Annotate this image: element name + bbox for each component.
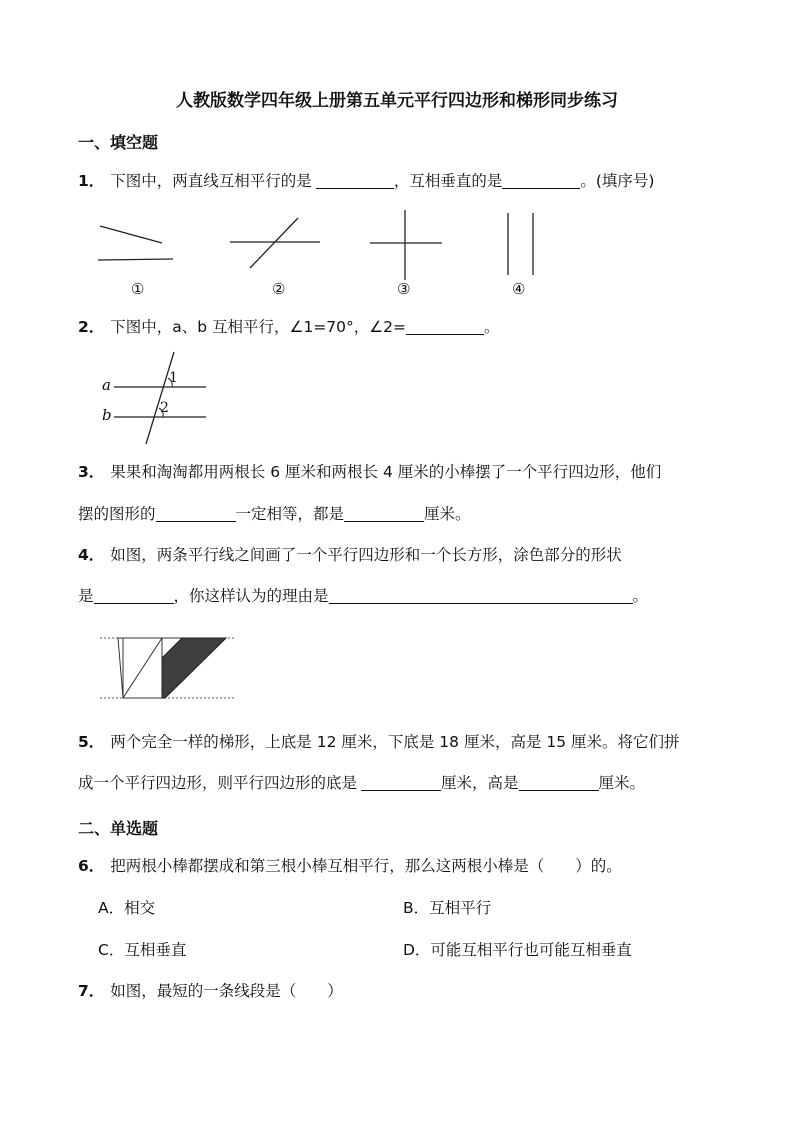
question-number: 2． xyxy=(78,318,105,336)
question-text: 成一个平行四边形，则平行四边形的底是 xyxy=(78,774,358,792)
question-5-line-2 xyxy=(78,772,645,794)
question-number: 1． xyxy=(78,172,105,190)
question-text: 厘米。 xyxy=(424,505,471,523)
question-text: 如图，最短的一条线段是（ ） xyxy=(110,982,343,1000)
question-text: 一定相等，都是 xyxy=(235,505,345,523)
section-heading-fill: 一、填空题 xyxy=(78,133,159,152)
question-text: 。 xyxy=(484,318,500,336)
question-text: 下图中，a、b 互相平行，∠1=70°，∠2= xyxy=(110,318,407,336)
question-text: 两个完全一样的梯形，上底是 12 厘米，下底是 18 厘米，高是 15 厘米。将它们拼 xyxy=(110,733,680,751)
question-text: 是 xyxy=(78,587,94,605)
question-text: ，互相垂直的是 xyxy=(393,172,503,190)
angle-2-label: 2 xyxy=(160,400,169,416)
question-number: 7． xyxy=(78,982,105,1000)
line-b-label: b xyxy=(102,406,112,424)
option-d[interactable]: D．可能互相平行也可能互相垂直 xyxy=(403,941,632,959)
question-text: ，你这样认为的理由是 xyxy=(173,587,329,605)
fig-label-1: ① xyxy=(131,280,145,298)
angle-1-label: 1 xyxy=(169,370,178,386)
question-text: 。 xyxy=(632,587,649,605)
answer-blank[interactable] xyxy=(361,774,441,791)
section-heading-choice: 二、单选题 xyxy=(78,819,159,838)
question-text: 厘米。 xyxy=(598,774,646,792)
question-5-line-1 xyxy=(78,731,680,753)
question-text: 厘米，高是 xyxy=(441,774,519,792)
fig-label-2: ② xyxy=(272,280,286,298)
question-text: 把两根小棒都摆成和第三根小棒互相平行，那么这两根小棒是（ ）的。 xyxy=(110,857,622,875)
question-7 xyxy=(78,980,343,1002)
question-number: 4． xyxy=(78,546,105,564)
question-text: 。(填序号) xyxy=(580,172,655,190)
question-6 xyxy=(78,855,622,877)
question-number: 3． xyxy=(78,463,105,481)
page-title: 人教版数学四年级上册第五单元平行四边形和梯形同步练习 xyxy=(176,91,618,111)
shaded-region xyxy=(162,638,226,698)
fig-label-4: ④ xyxy=(512,280,526,298)
option-b[interactable]: B．互相平行 xyxy=(403,899,492,917)
line-a-label: a xyxy=(102,376,111,394)
question-text: 摆的图形的 xyxy=(78,505,156,523)
question-text: 下图中，两直线互相平行的是 xyxy=(110,172,312,190)
question-text: 果果和淘淘都用两根长 6 厘米和两根长 4 厘米的小棒摆了一个平行四边形，他们 xyxy=(110,463,662,481)
question-text: 如图，两条平行线之间画了一个平行四边形和一个长方形，涂色部分的形状 xyxy=(110,546,622,564)
fig-label-3: ③ xyxy=(397,280,411,298)
question-number: 6． xyxy=(78,857,105,875)
question-number: 5． xyxy=(78,733,105,751)
answer-blank[interactable] xyxy=(519,774,599,791)
option-c[interactable]: C．互相垂直 xyxy=(98,941,187,959)
option-a[interactable]: A．相交 xyxy=(98,899,156,917)
